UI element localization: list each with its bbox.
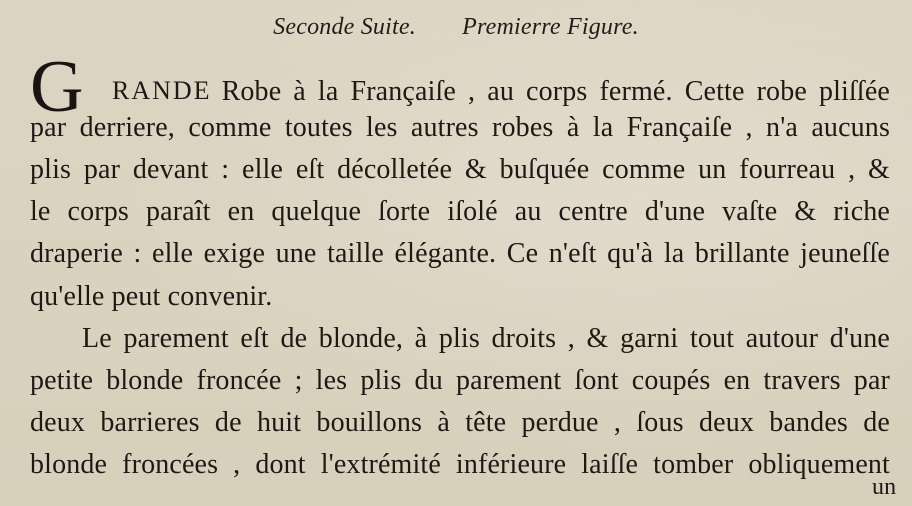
- drop-cap: G: [30, 46, 84, 128]
- paragraph1-line2: par derriere, comme toutes les autres robes à la Françaiſe , n'a aucuns: [30, 112, 890, 143]
- heading-suite: Seconde Suite.: [273, 14, 416, 40]
- page-heading: [0, 14, 912, 41]
- heading-figure: Premierre Figure.: [462, 14, 639, 40]
- paragraph2-line4: blonde froncées , dont l'extrémité inférieure laiſſe tomber obliquement: [30, 449, 890, 480]
- paragraph2-line1: Le parement eſt de blonde, à plis droits , & garni tout autour d'une: [82, 323, 890, 354]
- catchword: un: [872, 474, 897, 500]
- paragraph1-line6: qu'elle peut convenir.: [30, 281, 273, 312]
- paragraph1-line5: draperie : elle exige une taille élégante. Ce n'eſt qu'à la brillante jeuneſſe: [30, 238, 890, 269]
- lead-word-smallcaps: RANDE: [112, 76, 212, 105]
- paragraph2-line2: petite blonde froncée ; les plis du parement ſont coupés en travers par: [30, 365, 890, 396]
- paragraph1-line1: [112, 76, 890, 108]
- paragraph1-line1-text: Robe à la Françaiſe , au corps fermé. Cette robe pliſſée: [221, 76, 890, 107]
- paragraph2-line3: deux barrieres de huit bouillons à tête perdue , ſous deux bandes de: [30, 407, 890, 438]
- paragraph1-line3: plis par devant : elle eſt décolletée & buſquée comme un fourreau , &: [30, 154, 890, 185]
- paragraph1-line4: le corps paraît en quelque ſorte iſolé au centre d'une vaſte & riche: [30, 196, 890, 227]
